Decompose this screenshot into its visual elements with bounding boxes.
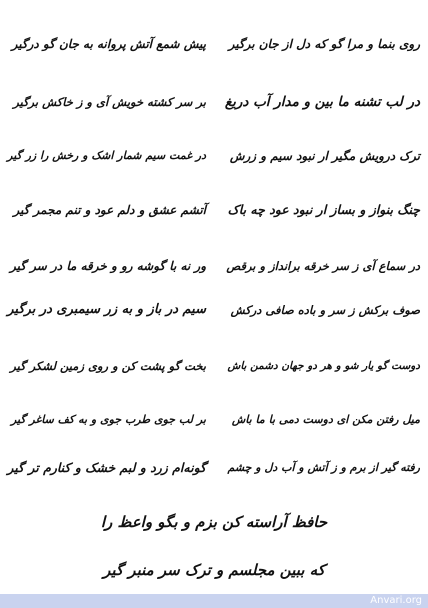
- verse-right-3: ترک درویش مگیر ار نبود سیم و زرش: [229, 149, 420, 163]
- verse-right-9: رفته گیر از برم و ز آتش و آب دل و چشم: [227, 461, 420, 474]
- verse-left-8: بر لب جوی طرب جوی و به کف ساغر گیر: [10, 413, 206, 426]
- verse-left-7: بخت گو پشت کن و روی زمین لشکر گیر: [10, 359, 206, 373]
- final-verse-2: که ببین مجلسم و ترک سر منبر گیر: [103, 561, 325, 579]
- verse-left-2: بر سر کشته خویش آی و ز خاکش برگیر: [13, 95, 206, 109]
- verse-left-9: گونه‌ام زرد و لبم خشک و کنارم تر گیر: [7, 460, 206, 475]
- verse-left-1: پیش شمع آتش پروانه به جان گو درگیر: [11, 37, 206, 51]
- verse-right-4: چنگ بنواز و بساز ار نبود عود چه باک: [227, 202, 420, 217]
- verse-right-7: دوست گو یار شو و هر دو جهان دشمن باش: [227, 360, 420, 372]
- verse-left-3: در غمت سیم شمار اشک و رخش را زر گیر: [7, 149, 206, 162]
- verse-left-4: آتشم عشق و دلم عود و تنم مجمر گیر: [13, 203, 206, 217]
- verse-left-6: سیم در باز و به زر سیمبری در برگیر: [7, 302, 206, 317]
- verse-left-5: ور نه با گوشه رو و خرقه ما در سر گیر: [10, 259, 206, 273]
- footer-bar: [0, 594, 428, 608]
- verse-right-8: میل رفتن مکن ای دوست دمی با ما باش: [231, 413, 420, 426]
- verse-right-6: صوف برکش ز سر و باده صافی درکش: [230, 303, 420, 317]
- verse-right-1: روی بنما و مرا گو که دل از جان برگیر: [228, 37, 420, 51]
- verse-right-5: در سماع آی ز سر خرقه برانداز و برقص: [226, 259, 420, 273]
- verse-right-2: در لب تشنه ما بین و مدار آب دریغ: [224, 94, 420, 110]
- final-verse-1: حافظ آراسته کن بزم و بگو واعظ را: [100, 513, 328, 531]
- site-watermark: Anvari.org: [370, 595, 422, 606]
